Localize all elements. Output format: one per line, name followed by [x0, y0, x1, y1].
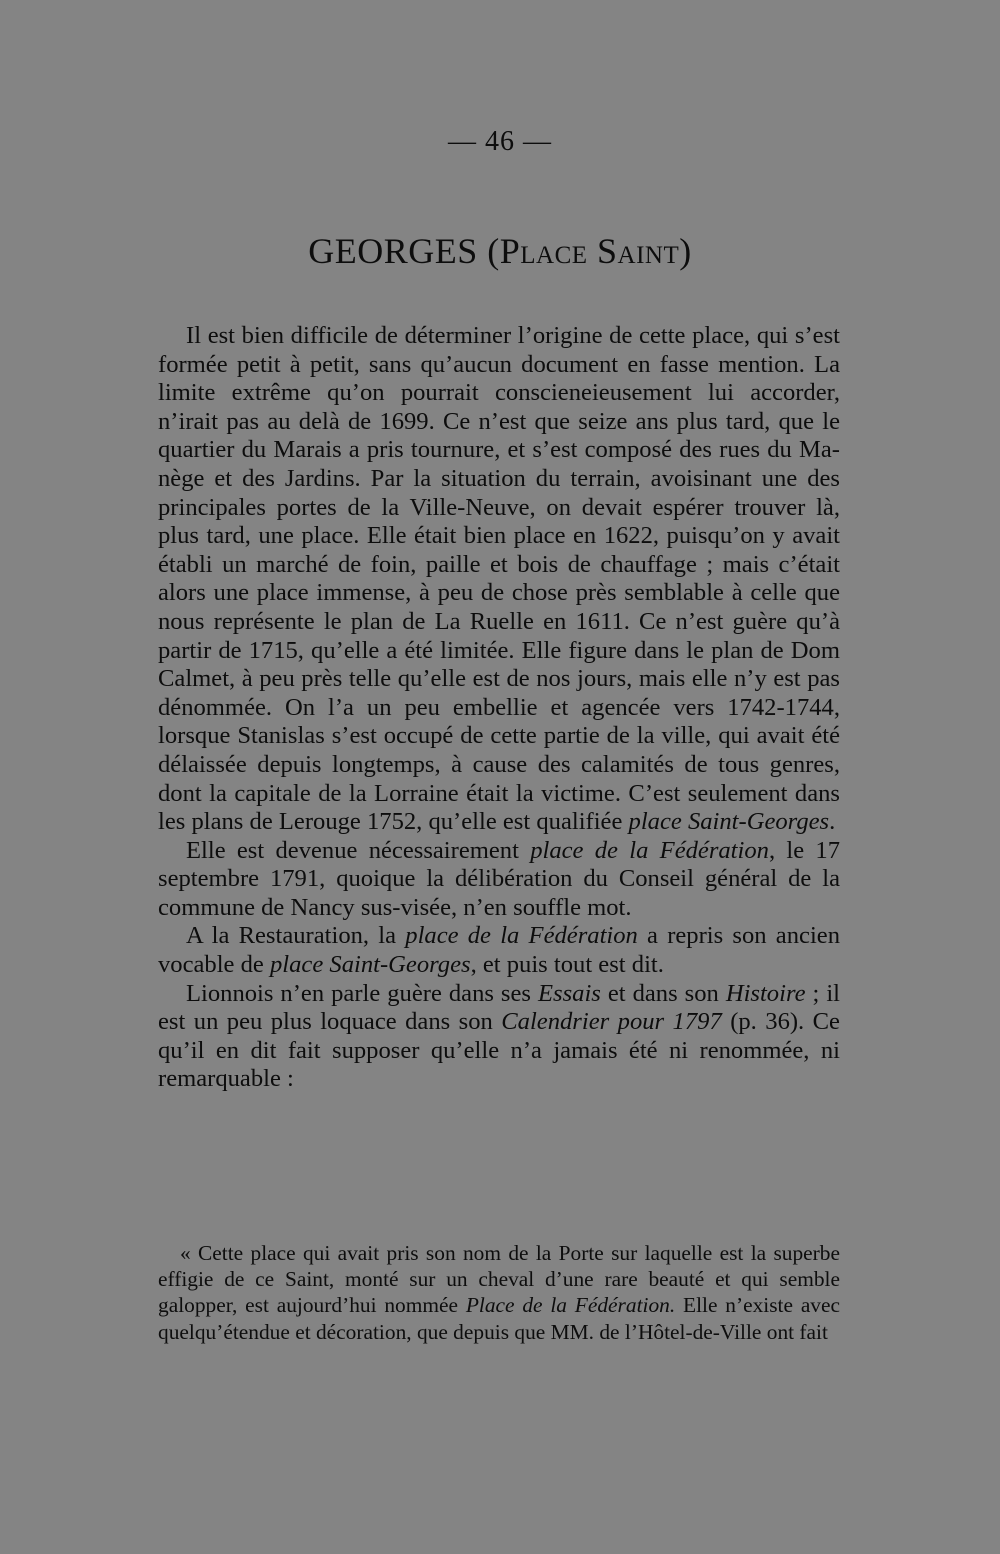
paragraph-2: [158, 837, 840, 923]
paragraph-4-end: (p. 36). Ce qu’il en dit fait supposer qu’elle n’a jamais été ni renommée, ni remarquable :: [158, 1008, 840, 1093]
paragraph-3-end: , et puis tout est dit.: [470, 951, 664, 979]
quote-italic: Place de la Fédération.: [465, 1293, 676, 1318]
paragraph-2-text: Elle est devenue nécessairement: [186, 836, 531, 864]
paragraph-3: [158, 922, 840, 979]
paragraph-4-text-3: ; il est un peu plus loquace dans son: [158, 979, 840, 1036]
paragraph-1-italic: place Saint-Georges: [628, 808, 830, 836]
page-number: — 46 —: [448, 126, 552, 157]
paragraph-4: [158, 980, 840, 1094]
body-text: [158, 322, 840, 1094]
chapter-title-main: GEORGES: [308, 231, 478, 271]
chapter-title: [0, 230, 1000, 272]
quote-end: Elle n’existe avec quelqu’étendue et décoration, que depuis que MM. de l’Hôtel-de-Ville ont fait: [158, 1293, 840, 1344]
paragraph-1-text: Il est bien difficile de déterminer l’origine de cette place, qui s’est formée petit à petit, sans qu’aucun document en fasse mention. La limite extrême qu’on pourrait conscieneieusement lui accorder, n’irait pas au delà de 1699. Ce n’est que seize ans plus tard, que le quartier du Marais a pris tournure, et s’est composé des rues du Manège et des Jardins. Par la situation du terrain, avoisinant une des principales portes de la Ville-Neuve, on devait espérer trouver là, plus tard, une place. Elle était bien place en 1622, puisqu’on y avait établi un marché de foin, paille et bois de chauffage ; mais c’était alors une place immense, à peu de chose près semblable à celle que nous représente le plan de La Ruelle en 1611. Ce n’est guère qu’à partir de 1715, qu’elle a été limitée. Elle figure dans le plan de Dom Calmet, à peu près telle qu’elle est de nos jours, mais elle n’y est pas dénommée. On l’a un peu embellie et agencée vers 1742-1744, lorsque Stanislas s’est occupé de cette partie de la ville, qui avait été délaissée depuis longtemps, à cause des calamités de tous genres, dont la capitale de la Lorraine était la victime. C’est seulement dans les plans de Lerouge 1752, qu’elle est qualifiée: [158, 322, 840, 836]
paragraph-4-italic-1: Essais: [537, 979, 601, 1007]
paragraph-3-italic-1: place de la Fédération: [405, 922, 638, 950]
paragraph-4-text: Lionnois n’en parle guère dans ses: [186, 979, 538, 1007]
paragraph-3-text-2: a repris son ancien vocable de: [158, 922, 840, 979]
paragraph-4-italic-3: Calendrier pour 1797: [501, 1008, 722, 1036]
paragraph-3-italic-2: place Saint-Georges: [269, 951, 471, 979]
paragraph-1-end: .: [829, 808, 836, 836]
quote-paragraph: [158, 1240, 840, 1345]
paragraph-1: [158, 322, 840, 837]
paragraph-4-text-2: et dans son: [600, 979, 726, 1007]
block-quote: [158, 1240, 840, 1345]
paragraph-2-italic: place de la Fédération: [530, 836, 769, 864]
paragraph-4-italic-2: Histoire: [725, 979, 806, 1007]
quote-text: « Cette place qui avait pris son nom de la Porte sur laquelle est la superbe effigie de ce Saint, monté sur un cheval d’une rare beauté et qui semble galopper, est aujourd’hui nommée: [158, 1241, 840, 1318]
paragraph-2-end: , le 17 septembre 1791, quoique la délibération du Conseil général de la commune de Nancy sus-visée, n’en souffle mot.: [158, 836, 841, 921]
paragraph-3-text: A la Restauration, la: [186, 922, 406, 950]
chapter-title-sub: (Place Saint): [487, 231, 692, 271]
